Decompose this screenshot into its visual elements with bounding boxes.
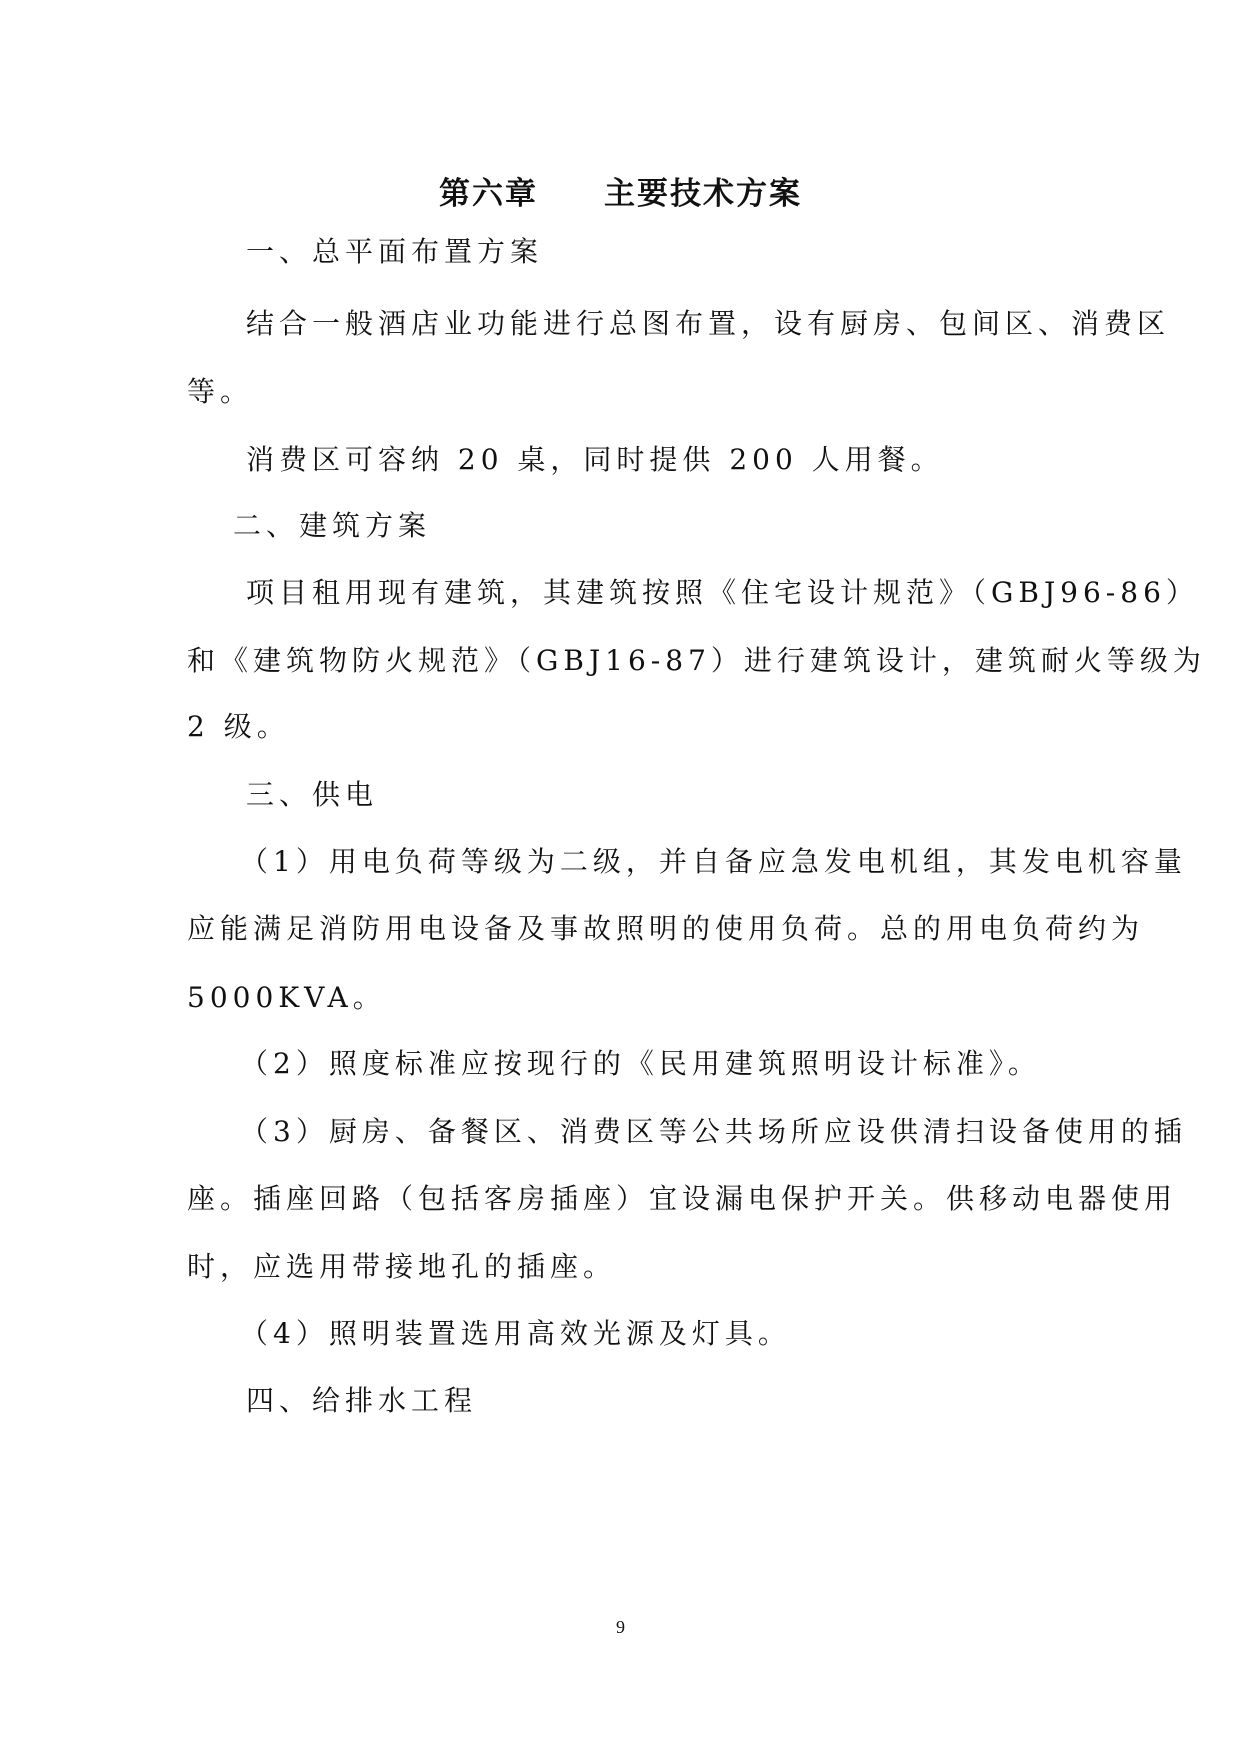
paragraph-line: （3）厨房、备餐区、消费区等公共场所应设供清扫设备使用的插 (240, 1115, 1187, 1148)
paragraph-line: （2）照度标准应按现行的《民用建筑照明设计标准》。 (240, 1047, 1041, 1080)
paragraph-line: 结合一般酒店业功能进行总图布置，设有厨房、包间区、消费区 (246, 307, 1171, 340)
paragraph-line: 应能满足消防用电设备及事故照明的使用负荷。总的用电负荷约为 (187, 912, 1145, 945)
paragraph-line: 和《建筑物防火规范》（GBJ16-87）进行建筑设计，建筑耐火等级为 (187, 644, 1206, 677)
paragraph-line: 5000KVA。 (187, 981, 386, 1014)
paragraph-line: 等。 (187, 375, 254, 408)
paragraph-line: （1）用电负荷等级为二级，并自备应急发电机组，其发电机容量 (240, 845, 1187, 878)
section-heading-layout: 一、总平面布置方案 (246, 235, 544, 268)
section-heading-power: 三、供电 (246, 778, 379, 811)
page-number: 9 (616, 1617, 625, 1637)
paragraph-line: 座。插座回路（包括客房插座）宜设漏电保护开关。供移动电器使用 (187, 1182, 1178, 1215)
paragraph-line: 时，应选用带接地孔的插座。 (187, 1250, 617, 1283)
chapter-title: 第六章 主要技术方案 (439, 176, 802, 212)
paragraph-line: 消费区可容纳 20 桌，同时提供 200 人用餐。 (246, 443, 944, 476)
section-heading-building: 二、建筑方案 (233, 509, 432, 542)
paragraph-line: 2 级。 (187, 710, 290, 743)
section-heading-water: 四、给排水工程 (246, 1384, 478, 1417)
paragraph-line: （4）照明装置选用高效光源及灯具。 (240, 1317, 791, 1350)
paragraph-line: 项目租用现有建筑，其建筑按照《住宅设计规范》（GBJ96-86） (246, 576, 1199, 609)
